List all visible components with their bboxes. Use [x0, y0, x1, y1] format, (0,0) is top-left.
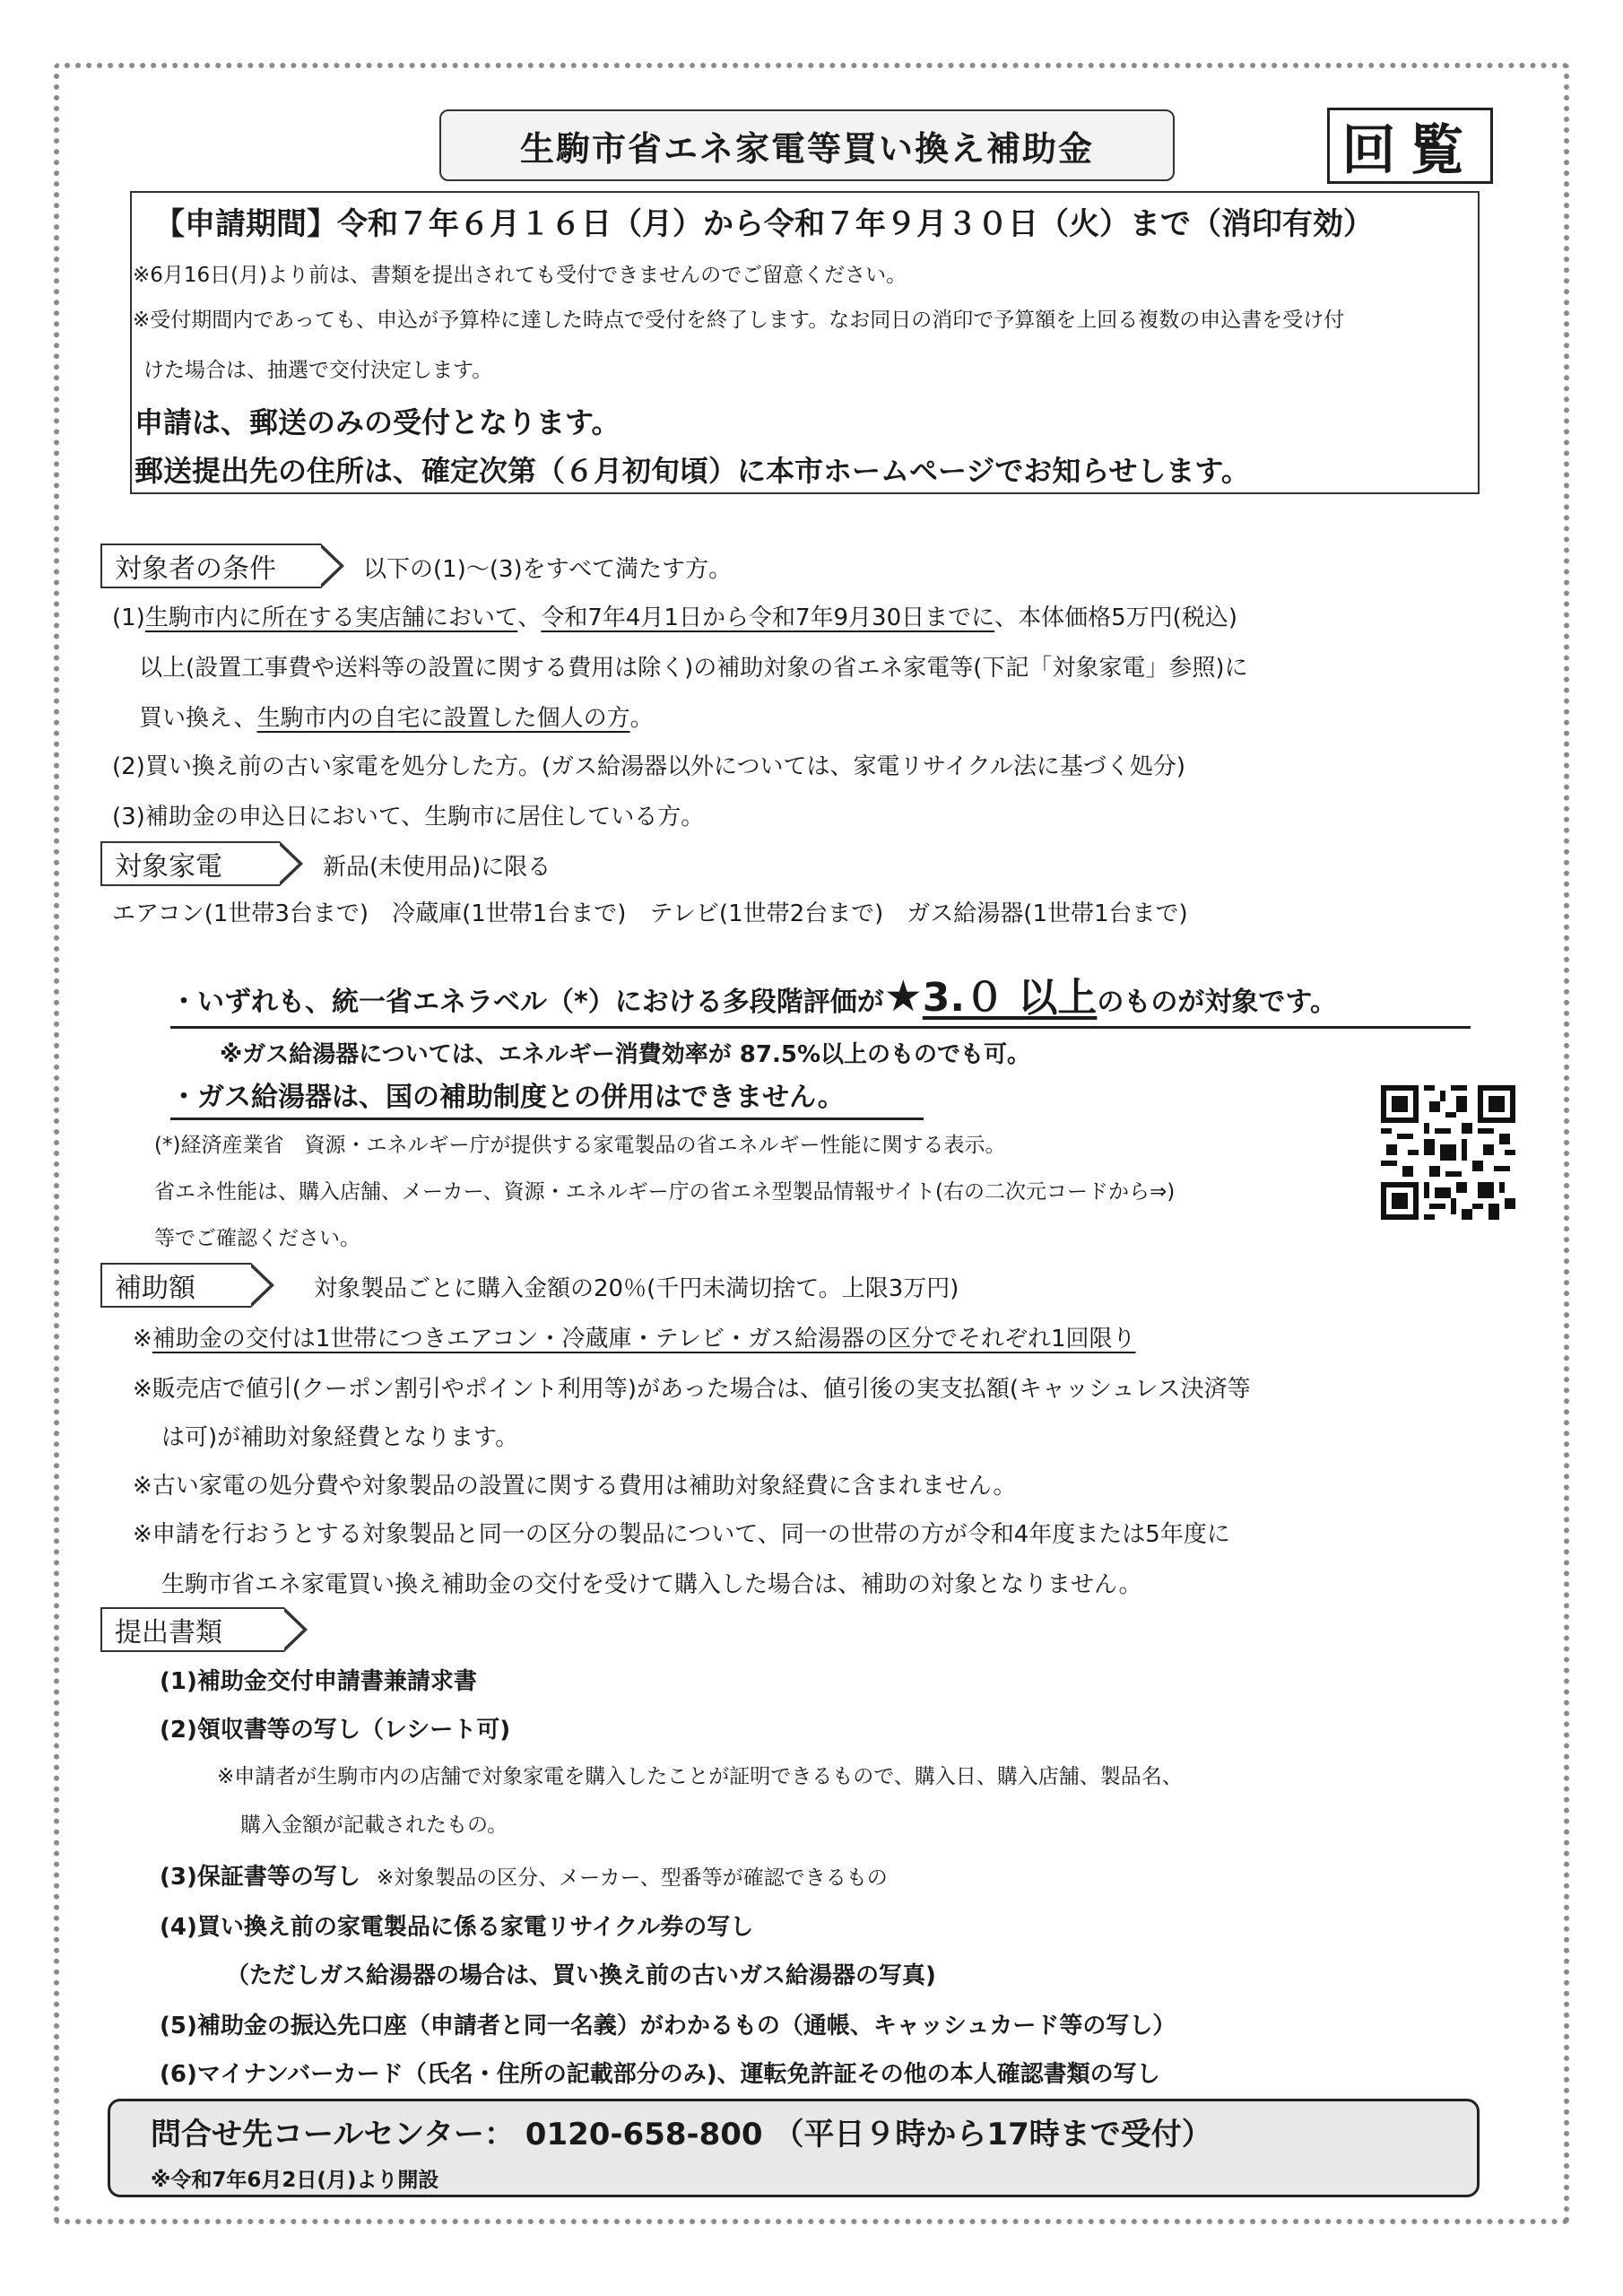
energy-label-rule: ・いずれも、統一省エネラベル（*）における多段階評価が★3.０ 以上のものが対象です。 — [170, 965, 1471, 1029]
subsidy-note-3: ※古い家電の処分費や対象製品の設置に関する費用は補助対象経費に含まれません。 — [133, 1473, 1017, 1500]
subsidy-intro: 対象製品ごとに購入金額の20％(千円未満切捨て。上限3万円) — [314, 1275, 959, 1302]
documents-tag: 提出書類 — [100, 1607, 284, 1652]
period-note-2a: ※受付期間内であっても、申込が予算枠に達した時点で受付を終了します。なお同日の消印で予算額を上回る複数の申込書を受け付 — [133, 309, 1345, 332]
mail-address-notice: 郵送提出先の住所は、確定次第（６月初旬頃）に本市ホームページでお知らせします。 — [135, 454, 1250, 488]
star-icon: ★ — [883, 971, 923, 1022]
mail-only-notice: 申請は、郵送のみの受付となります。 — [135, 405, 621, 439]
document-2-note-1: ※申請者が生駒市内の店舗で対象家電を購入したことが証明できるもので、購入日、購入店舗、製品名、 — [217, 1765, 1183, 1788]
label-definition-note: (*)経済産業省 資源・エネルギー庁が提供する家電製品の省エネルギー性能に関する表示。 — [154, 1134, 1006, 1157]
application-period: 【申請期間】令和７年６月１６日（月）から令和７年９月３０日（火）まで（消印有効） — [154, 206, 1374, 242]
label-check-note-1: 省エネ性能は、購入店舗、メーカー、資源・エネルギー庁の省エネ型製品情報サイト(右の二次元コードから⇒) — [154, 1180, 1176, 1204]
appliance-list: エアコン(1世帯3台まで) 冷蔵庫(1世帯1台まで) テレビ(1世帯2台まで) ガス給湯器(1世帯1台まで) — [112, 900, 1188, 927]
document-6: (6)マイナンバーカード（氏名・住所の記載部分のみ)、運転免許証その他の本人確認書類の写し — [160, 2061, 1160, 2088]
period-note-1: ※6月16日(月)より前は、書類を提出されても受付できませんのでご留意ください。 — [133, 264, 907, 287]
page-title: 生駒市省エネ家電等買い換え補助金 — [439, 109, 1175, 181]
subsidy-note-4b: 生駒市省エネ家電買い換え補助金の交付を受けて購入した場合は、補助の対象となりません。 — [161, 1571, 1142, 1598]
eligibility-tag: 対象者の条件 — [100, 544, 321, 588]
gas-heater-no-combination: ・ガス給湯器は、国の補助制度との併用はできません。 — [170, 1074, 924, 1120]
appliances-tag: 対象家電 — [100, 841, 280, 886]
condition-2: (2)買い換え前の古い家電を処分した方。(ガス給湯器以外については、家電リサイクル法に基づく処分) — [112, 753, 1185, 780]
document-2: (2)領収書等の写し（レシート可) — [160, 1717, 511, 1744]
condition-3: (3)補助金の申込日において、生駒市に居住している方。 — [112, 804, 705, 831]
subsidy-tag: 補助額 — [100, 1263, 251, 1308]
circulation-stamp: 回覧 — [1327, 108, 1493, 184]
condition-1-line-1: (1)生駒市内に所在する実店舗において、令和7年4月1日から令和7年9月30日までに、本体価格5万円(税込) — [112, 604, 1237, 631]
document-5: (5)補助金の振込先口座（申請者と同一名義）がわかるもの（通帳、キャッシュカード等の写し） — [160, 2013, 1176, 2039]
condition-1-line-3: 買い換え、生駒市内の自宅に設置した個人の方。 — [139, 705, 654, 732]
document-2-note-2: 購入金額が記載されたもの。 — [240, 1813, 508, 1837]
condition-1-line-2: 以上(設置工事費や送料等の設置に関する費用は除く)の補助対象の省エネ家電等(下記「対象家電」参照)に — [139, 655, 1248, 682]
document-1: (1)補助金交付申請書兼請求書 — [160, 1668, 477, 1695]
document-3: (3)保証書等の写し ※対象製品の区分、メーカー、型番等が確認できるもの — [160, 1864, 888, 1891]
appliances-intro: 新品(未使用品)に限る — [323, 854, 551, 881]
qr-code-icon[interactable] — [1381, 1085, 1515, 1220]
label-check-note-2: 等でご確認ください。 — [154, 1227, 360, 1250]
document-4: (4)買い換え前の家電製品に係る家電リサイクル券の写し — [160, 1914, 754, 1941]
document-4-note: （ただしガス給湯器の場合は、買い換え前の古いガス給湯器の写真) — [226, 1962, 936, 1989]
subsidy-note-4a: ※申請を行おうとする対象製品と同一の区分の製品について、同一の世帯の方が令和4年度または5年度に — [133, 1521, 1230, 1548]
call-center-open-date: ※令和7年6月2日(月)より開設 — [151, 2169, 439, 2192]
subsidy-note-1: ※補助金の交付は1世帯につきエアコン・冷蔵庫・テレビ・ガス給湯器の区分でそれぞれ1回限り — [133, 1326, 1136, 1352]
call-center-info: 問合せ先コールセンター： 0120-658-800 （平日９時から17時まで受付） — [151, 2117, 1212, 2152]
subsidy-note-2b: は可)が補助対象経費となります。 — [161, 1424, 519, 1451]
eligibility-intro: 以下の(1)～(3)をすべて満たす方。 — [363, 556, 733, 583]
period-note-2b: けた場合は、抽選で交付決定します。 — [143, 359, 493, 382]
gas-heater-efficiency-note: ※ガス給湯器については、エネルギー消費効率が 87.5%以上のものでも可。 — [220, 1041, 1031, 1068]
subsidy-note-2a: ※販売店で値引(クーポン割引やポイント利用等)があった場合は、値引後の実支払額(キャッシュレス決済等 — [133, 1376, 1251, 1403]
